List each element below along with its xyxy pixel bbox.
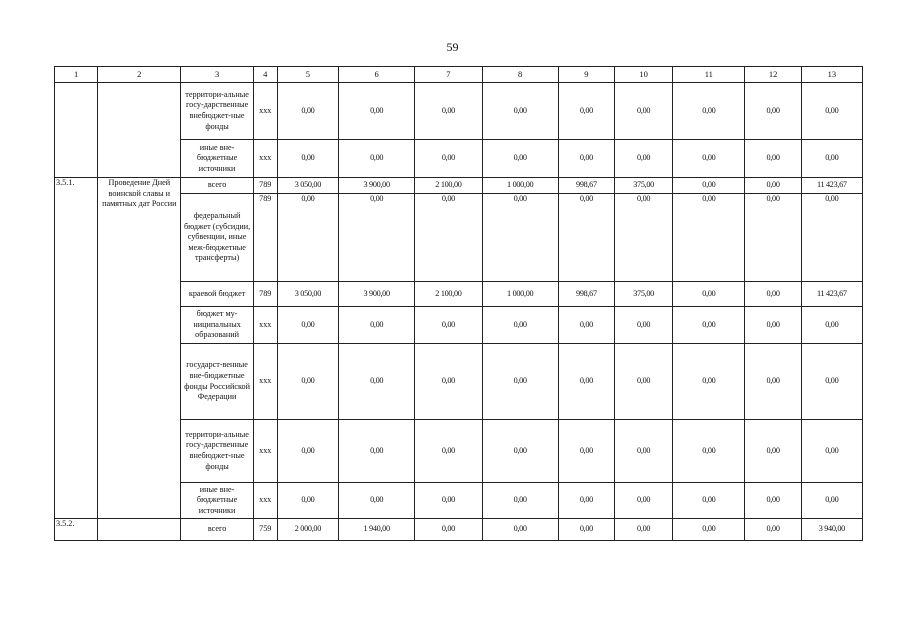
event-name <box>98 83 181 178</box>
amount-cell: 0,00 <box>801 344 862 420</box>
amount-cell: 0,00 <box>415 420 482 483</box>
row-code: 3.5.1. <box>55 178 98 519</box>
column-number: 13 <box>801 67 862 83</box>
amount-cell: 0,00 <box>745 178 801 194</box>
amount-cell: 0,00 <box>277 83 338 140</box>
amount-cell: 0,00 <box>745 483 801 519</box>
grbs-code: ххх <box>253 483 277 519</box>
column-number-row <box>55 67 863 83</box>
amount-cell: 0,00 <box>801 140 862 178</box>
amount-cell: 0,00 <box>558 140 614 178</box>
amount-cell: 0,00 <box>673 178 745 194</box>
amount-cell: 0,00 <box>482 307 558 344</box>
column-number: 1 <box>55 67 98 83</box>
amount-cell: 0,00 <box>673 344 745 420</box>
funding-source: краевой бюджет <box>181 282 253 307</box>
column-number: 5 <box>277 67 338 83</box>
amount-cell: 0,00 <box>277 140 338 178</box>
grbs-code: ххх <box>253 140 277 178</box>
column-number: 7 <box>415 67 482 83</box>
amount-cell: 0,00 <box>615 483 673 519</box>
amount-cell: 0,00 <box>615 307 673 344</box>
funding-source: иные вне-бюджетные источники <box>181 483 253 519</box>
budget-table <box>54 66 863 541</box>
amount-cell: 0,00 <box>745 420 801 483</box>
amount-cell: 0,00 <box>745 140 801 178</box>
amount-cell: 0,00 <box>801 420 862 483</box>
amount-cell: 0,00 <box>415 194 482 282</box>
amount-cell: 2 000,00 <box>277 519 338 541</box>
funding-source: федеральный бюджет (субсидии, субвенции, иные меж-бюджетные трансферты) <box>181 194 253 282</box>
amount-cell: 0,00 <box>339 194 415 282</box>
amount-cell: 1 000,00 <box>482 178 558 194</box>
table-row <box>55 83 863 140</box>
amount-cell: 0,00 <box>558 83 614 140</box>
column-number: 6 <box>339 67 415 83</box>
amount-cell: 0,00 <box>482 420 558 483</box>
event-name <box>98 519 181 541</box>
amount-cell: 0,00 <box>482 194 558 282</box>
funding-source: всего <box>181 519 253 541</box>
grbs-code: ххх <box>253 420 277 483</box>
amount-cell: 0,00 <box>277 307 338 344</box>
amount-cell: 0,00 <box>615 344 673 420</box>
column-number: 9 <box>558 67 614 83</box>
amount-cell: 3 900,00 <box>339 178 415 194</box>
amount-cell: 0,00 <box>673 83 745 140</box>
amount-cell: 0,00 <box>673 420 745 483</box>
amount-cell: 0,00 <box>801 194 862 282</box>
column-number: 3 <box>181 67 253 83</box>
column-number: 10 <box>615 67 673 83</box>
amount-cell: 0,00 <box>745 519 801 541</box>
amount-cell: 375,00 <box>615 178 673 194</box>
amount-cell: 0,00 <box>415 483 482 519</box>
funding-source: территори-альные госу-дарственные внебюджет-ные фонды <box>181 420 253 483</box>
amount-cell: 0,00 <box>673 307 745 344</box>
amount-cell: 0,00 <box>801 307 862 344</box>
amount-cell: 3 050,00 <box>277 178 338 194</box>
amount-cell: 0,00 <box>277 194 338 282</box>
amount-cell: 0,00 <box>745 344 801 420</box>
amount-cell: 998,67 <box>558 178 614 194</box>
column-number: 4 <box>253 67 277 83</box>
amount-cell: 0,00 <box>558 483 614 519</box>
amount-cell: 0,00 <box>673 519 745 541</box>
amount-cell: 0,00 <box>415 140 482 178</box>
amount-cell: 0,00 <box>415 344 482 420</box>
amount-cell: 0,00 <box>673 140 745 178</box>
amount-cell: 0,00 <box>415 83 482 140</box>
amount-cell: 11 423,67 <box>801 282 862 307</box>
amount-cell: 3 050,00 <box>277 282 338 307</box>
amount-cell: 0,00 <box>615 194 673 282</box>
amount-cell: 0,00 <box>277 483 338 519</box>
table-row <box>55 519 863 541</box>
amount-cell: 3 940,00 <box>801 519 862 541</box>
amount-cell: 0,00 <box>482 83 558 140</box>
amount-cell: 0,00 <box>415 307 482 344</box>
amount-cell: 0,00 <box>339 140 415 178</box>
amount-cell: 0,00 <box>615 140 673 178</box>
amount-cell: 0,00 <box>745 194 801 282</box>
amount-cell: 0,00 <box>482 140 558 178</box>
amount-cell: 0,00 <box>673 282 745 307</box>
amount-cell: 0,00 <box>339 307 415 344</box>
row-code: 3.5.2. <box>55 519 98 541</box>
amount-cell: 0,00 <box>558 307 614 344</box>
amount-cell: 0,00 <box>558 194 614 282</box>
amount-cell: 0,00 <box>673 483 745 519</box>
amount-cell: 0,00 <box>801 483 862 519</box>
amount-cell: 375,00 <box>615 282 673 307</box>
table-body <box>55 83 863 541</box>
amount-cell: 1 940,00 <box>339 519 415 541</box>
amount-cell: 0,00 <box>415 519 482 541</box>
funding-source: всего <box>181 178 253 194</box>
amount-cell: 0,00 <box>615 83 673 140</box>
amount-cell: 0,00 <box>482 519 558 541</box>
amount-cell: 0,00 <box>277 344 338 420</box>
amount-cell: 11 423,67 <box>801 178 862 194</box>
column-number: 2 <box>98 67 181 83</box>
amount-cell: 0,00 <box>615 420 673 483</box>
funding-source: территори-альные госу-дарственные внебюджет-ные фонды <box>181 83 253 140</box>
grbs-code: ххх <box>253 83 277 140</box>
amount-cell: 0,00 <box>673 194 745 282</box>
funding-source: бюджет му-ниципальных образований <box>181 307 253 344</box>
amount-cell: 0,00 <box>745 307 801 344</box>
amount-cell: 1 000,00 <box>482 282 558 307</box>
amount-cell: 2 100,00 <box>415 282 482 307</box>
amount-cell: 2 100,00 <box>415 178 482 194</box>
amount-cell: 0,00 <box>558 344 614 420</box>
amount-cell: 0,00 <box>482 344 558 420</box>
funding-source: иные вне-бюджетные источники <box>181 140 253 178</box>
amount-cell: 0,00 <box>339 83 415 140</box>
table-row <box>55 178 863 194</box>
grbs-code: 789 <box>253 282 277 307</box>
column-number: 11 <box>673 67 745 83</box>
row-code <box>55 83 98 178</box>
grbs-code: 789 <box>253 178 277 194</box>
amount-cell: 0,00 <box>558 519 614 541</box>
amount-cell: 0,00 <box>745 282 801 307</box>
grbs-code: ххх <box>253 344 277 420</box>
amount-cell: 998,67 <box>558 282 614 307</box>
column-number: 8 <box>482 67 558 83</box>
amount-cell: 0,00 <box>482 483 558 519</box>
amount-cell: 0,00 <box>558 420 614 483</box>
grbs-code: 789 <box>253 194 277 282</box>
amount-cell: 0,00 <box>745 83 801 140</box>
amount-cell: 0,00 <box>339 344 415 420</box>
event-name: Проведение Дней воинской славы и памятных дат России <box>98 178 181 519</box>
amount-cell: 0,00 <box>801 83 862 140</box>
column-number: 12 <box>745 67 801 83</box>
amount-cell: 3 900,00 <box>339 282 415 307</box>
amount-cell: 0,00 <box>339 483 415 519</box>
amount-cell: 0,00 <box>615 519 673 541</box>
grbs-code: 759 <box>253 519 277 541</box>
funding-source: государст-венные вне-бюджетные фонды Российской Федерации <box>181 344 253 420</box>
amount-cell: 0,00 <box>339 420 415 483</box>
grbs-code: ххх <box>253 307 277 344</box>
page-number: 59 <box>446 40 459 54</box>
amount-cell: 0,00 <box>277 420 338 483</box>
